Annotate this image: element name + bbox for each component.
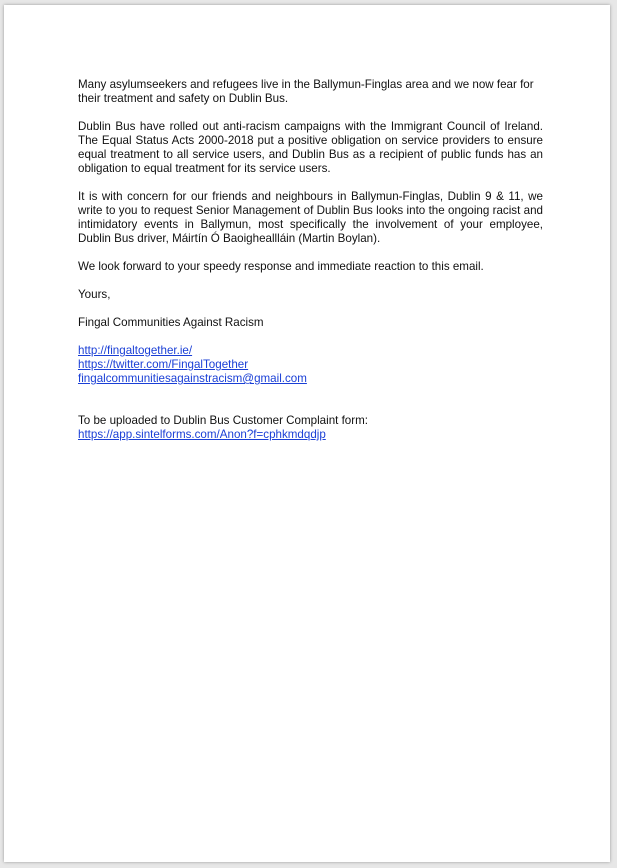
paragraph-asylum-seekers: Many asylumseekers and refugees live in the Ballymun-Finglas area and we now fear for their treatment and safety on Dublin Bus. [78, 78, 534, 105]
paragraph-request: It is with concern for our friends and neighbours in Ballymun-Finglas, Dublin 9 & 11, we write to you to request Senior Management of Dublin Bus looks into the ongoing racist and intimidatory events in Ballymun, most specifically the involvement of your employee, Dublin Bus driver, Máirtín Ó Baoigheallláin (Martin Boylan). [78, 190, 543, 245]
upload-note: To be uploaded to Dublin Bus Customer Complaint form: [78, 414, 368, 427]
complaint-form-link[interactable]: https://app.sintelforms.com/Anon?f=cphkmdqdjp [78, 428, 326, 441]
upload-section [78, 414, 543, 442]
document-page [4, 5, 610, 862]
paragraph-anti-racism-campaigns: Dublin Bus have rolled out anti-racism campaigns with the Immigrant Council of Ireland. The Equal Status Acts 2000-2018 put a positive obligation on service providers to ensure equal treatment to all service users, and Dublin Bus as a recipient of public funds has an obligation to equal treatment for its service users. [78, 120, 543, 175]
twitter-link[interactable]: https://twitter.com/FingalTogether [78, 358, 249, 371]
paragraph-look-forward: We look forward to your speedy response and immediate reaction to this email. [78, 260, 484, 273]
email-link[interactable]: fingalcommunitiesagainstracism@gmail.com [78, 372, 307, 385]
letter-body [78, 78, 543, 456]
closing-salutation: Yours, [78, 288, 111, 301]
contact-links [78, 344, 543, 386]
website-link[interactable]: http://fingaltogether.ie/ [78, 344, 193, 357]
spacer [78, 400, 543, 414]
signature: Fingal Communities Against Racism [78, 316, 264, 329]
